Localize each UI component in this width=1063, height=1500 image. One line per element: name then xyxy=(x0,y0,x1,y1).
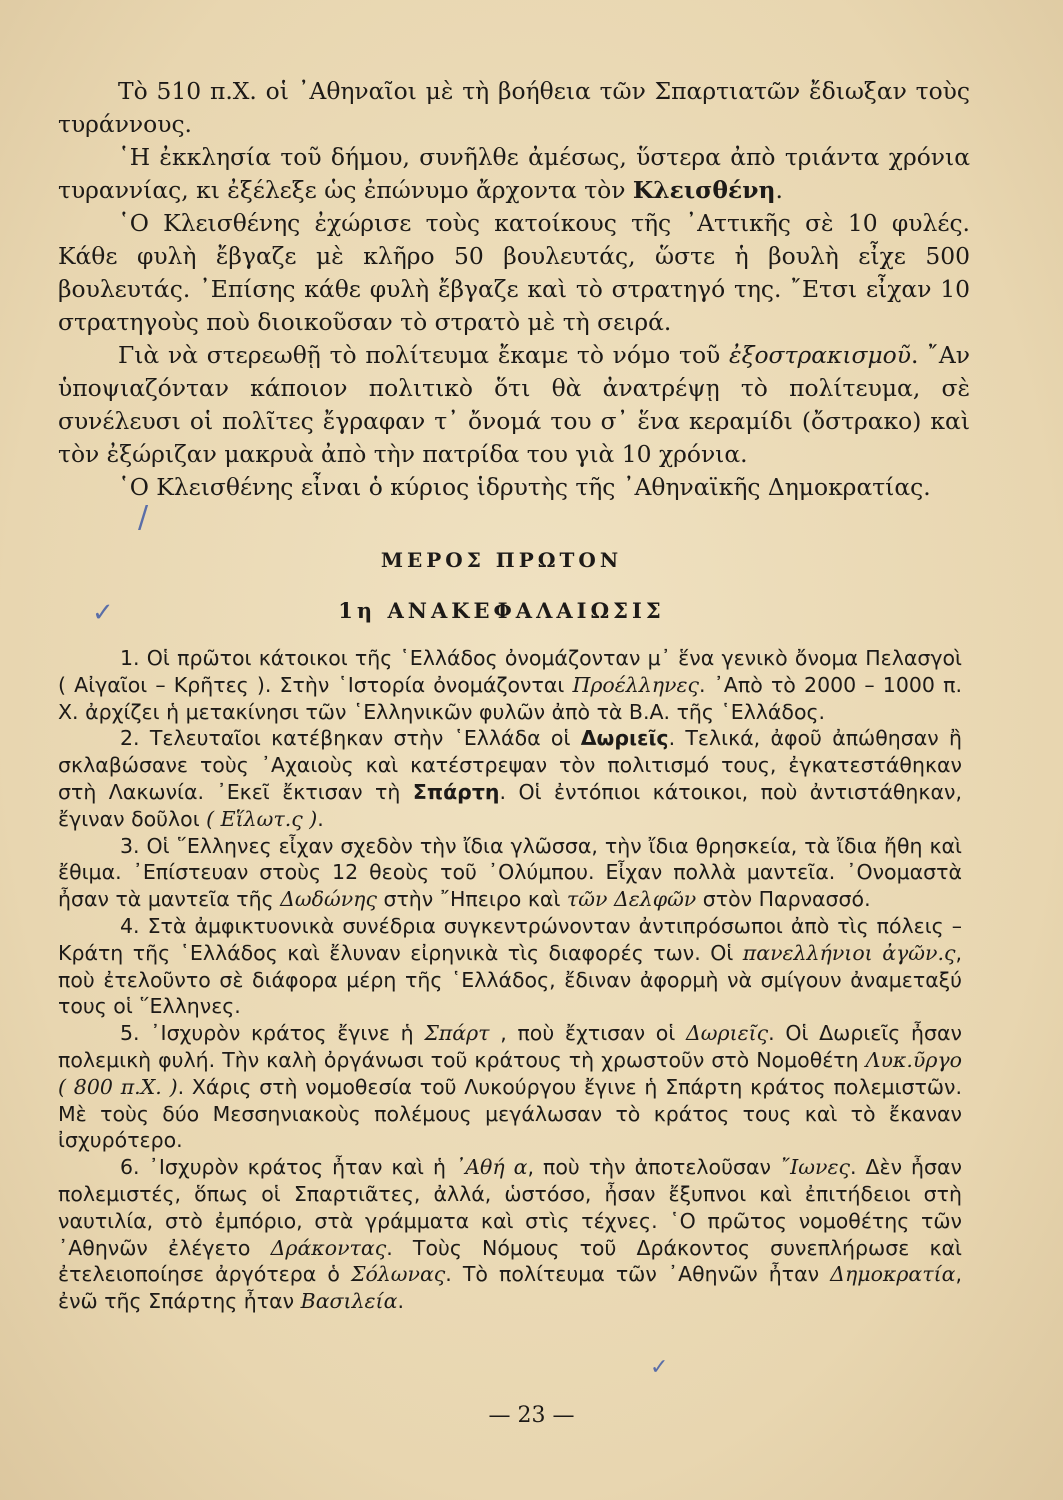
pencil-check-mark-icon: ✓ xyxy=(650,1355,669,1380)
intro-paragraph-1: Τὸ 510 π.Χ. οἱ ᾿Αθηναῖοι μὲ τὴ βοήθεια τῶν Σπαρτιατῶν ἔδιωξαν τοὺς τυράννους. xyxy=(58,77,970,138)
page-number: — 23 — xyxy=(488,1403,575,1428)
summary-heading: 1η ΑΝΑΚΕΦΑΛΑΙΩΣΙΣ xyxy=(338,598,665,623)
intro-paragraph-5: ῾Ο Κλεισθένης εἶναι ὁ κύριος ἱδρυτὴς τῆς ᾿Αθηναϊκῆς Δημοκρατίας. xyxy=(118,473,931,501)
summary-item-1: 1. Οἱ πρῶτοι κάτοικοι τῆς ῾Ελλάδος ὀνομάζονταν μ᾿ ἕνα γενικὸ ὄνομα Πελασγοὶ ( Αἰγαῖοι – Κρῆτες ). Στὴν ῾Ιστορία ὀνομάζονται Προέλληνες. ᾿Απὸ τὸ 2000 – 1000 π. Χ. ἀρχίζει ἡ μετακίνησι τῶν ῾Ελληνικῶν φυλῶν ἀπὸ τὰ Β.Α. τῆς ῾Ελλάδος. xyxy=(58,646,962,724)
pencil-check-mark-icon: / xyxy=(138,500,149,535)
summary-item-3: 3. Οἱ ῞Ελληνες εἶχαν σχεδὸν τὴν ἴδια γλῶσσα, τὴν ἴδια θρησκεία, τὰ ἴδια ἤθη καὶ ἔθιμα. ᾿Επίστευαν στοὺς 12 θεοὺς τοῦ ᾿Ολύμπου. Εἶχαν πολλὰ μαντεῖα. ᾿Ονομαστὰ ἦσαν τὰ μαντεῖα τῆς Δωδώνης στὴν ῎Ηπειρο καὶ τῶν Δελφῶν στὸν Παρνασσό. xyxy=(58,833,962,912)
summary-item-6: 6. ᾿Ισχυρὸν κράτος ἦταν καὶ ἡ ᾿Αθή α, ποὺ τὴν ἀποτελοῦσαν ῎Ιωνες. Δὲν ἦσαν πολεμιστές, ὅπως οἱ Σπαρτιᾶτες, ἀλλά, ὡστόσο, ἦσαν ἔξυπνοι καὶ ἐπιτήδειοι στὴ ναυτιλία, στὸ ἐμπόριο, στὰ γράμματα καὶ στὶς τέχνες. ῾Ο πρῶτος νομοθέτης τῶν ᾿Αθηνῶν ἐλέγετο Δράκοντας. Τοὺς Νόμους τοῦ Δράκοντος συνεπλήρωσε καὶ ἐτελειοποίησε ἀργότερα ὁ Σόλωνας. Τὸ πολίτευμα τῶν ᾿Αθηνῶν ἦταν Δημοκρατία, ἐνῶ τῆς Σπάρτης ἦταν Βασιλεία. xyxy=(58,1155,962,1314)
name-kleisthenis: Κλεισθένη xyxy=(632,176,776,204)
summary-list xyxy=(58,645,962,1315)
intro-text xyxy=(58,75,970,504)
term-ostracism: ἐξοστρακισμοῦ xyxy=(729,341,911,369)
pencil-check-mark-icon: ✓ xyxy=(92,598,114,628)
intro-paragraph-4: Γιὰ νὰ στερεωθῇ τὸ πολίτευμα ἔκαμε τὸ νόμο τοῦ ἐξοστρακισμοῦ. ῎Αν ὑποψιαζόνταν κάποιον πολιτικὸ ὅτι θὰ ἀνατρέψῃ τὸ πολίτευμα, σὲ συνέλευσι οἱ πολῖτες ἔγραφαν τ᾿ ὄνομά του σ᾿ ἕνα κεραμίδι (ὄστρακο) καὶ τὸν ἐξώριζαν μακρυὰ ἀπὸ τὴν πατρίδα του γιὰ 10 χρόνια. xyxy=(58,341,970,468)
summary-item-4: 4. Στὰ ἀμφικτυονικὰ συνέδρια συγκεντρώνονταν ἀντιπρόσωποι ἀπὸ τὶς πόλεις – Κράτη τῆς ῾Ελλάδος καὶ ἔλυναν εἰρηνικὰ τὶς διαφορές των. Οἱ πανελλήνιοι ἀγῶν.ς, ποὺ ἐτελοῦντο σὲ διάφορα μέρη τῆς ῾Ελλάδος, ἔδιναν ἀφορμὴ νὰ σμίγουν ἀναμεταξύ τους οἱ ῞Ελληνες. xyxy=(58,913,963,1019)
summary-item-5: 5. ᾿Ισχυρὸν κράτος ἔγινε ἡ Σπάρτ , ποὺ ἔχτισαν οἱ Δωριεῖς. Οἱ Δωριεῖς ἦσαν πολεμικὴ φυλή. Τὴν καλὴ ὀργάνωσι τοῦ κράτους τὴ χρωστοῦν στὸ Νομοθέτη Λυκ.ῦργο ( 800 π.Χ. ). Χάρις στὴ νομοθεσία τοῦ Λυκούργου ἔγινε ἡ Σπάρτη κράτος πολεμιστῶν. Μὲ τοὺς δύο Μεσσηνιακοὺς πολέμους μεγάλωσαν τὸ κράτος τους καὶ τὸ ἔκαναν ἰσχυρότερο. xyxy=(58,1021,963,1153)
summary-item-2: 2. Τελευταῖοι κατέβηκαν στὴν ῾Ελλάδα οἱ Δωριεῖς. Τελικά, ἀφοῦ ἀπώθησαν ἢ σκλαβώσανε τοὺς ᾿Αχαιοὺς καὶ κατέστρεψαν τὸν πολιτισμό τους, ἐγκατεστάθηκαν στὴ Λακωνία. ᾿Εκεῖ ἔκτισαν τὴ Σπάρτη. Οἱ ἐντόπιοι κάτοικοι, ποὺ ἀντιστάθηκαν, ἔγιναν δοῦλοι ( Εἵλωτ.ς ). xyxy=(58,726,962,831)
intro-paragraph-2: ῾Η ἐκκλησία τοῦ δήμου, συνῆλθε ἀμέσως, ὕστερα ἀπὸ τριάντα χρόνια τυραννίας, κι ἐξέλεξε ὡς ἐπώνυμο ἄρχοντα τὸν Κλεισθένη. xyxy=(58,143,970,204)
part-heading: ΜΕΡΟΣ ΠΡΩΤΟΝ xyxy=(380,548,623,572)
intro-paragraph-3: ῾Ο Κλεισθένης ἐχώρισε τοὺς κατοίκους τῆς ᾿Αττικῆς σὲ 10 φυλές. Κάθε φυλὴ ἔβγαζε μὲ κλῆρο 50 βουλευτάς, ὥστε ἡ βουλὴ εἶχε 500 βουλευτάς. ᾿Επίσης κάθε φυλὴ ἔβγαζε καὶ τὸ στρατηγό της. ῎Ετσι εἶχαν 10 στρατηγοὺς ποὺ διοικοῦσαν τὸ στρατὸ μὲ τὴ σειρά. xyxy=(58,209,970,336)
